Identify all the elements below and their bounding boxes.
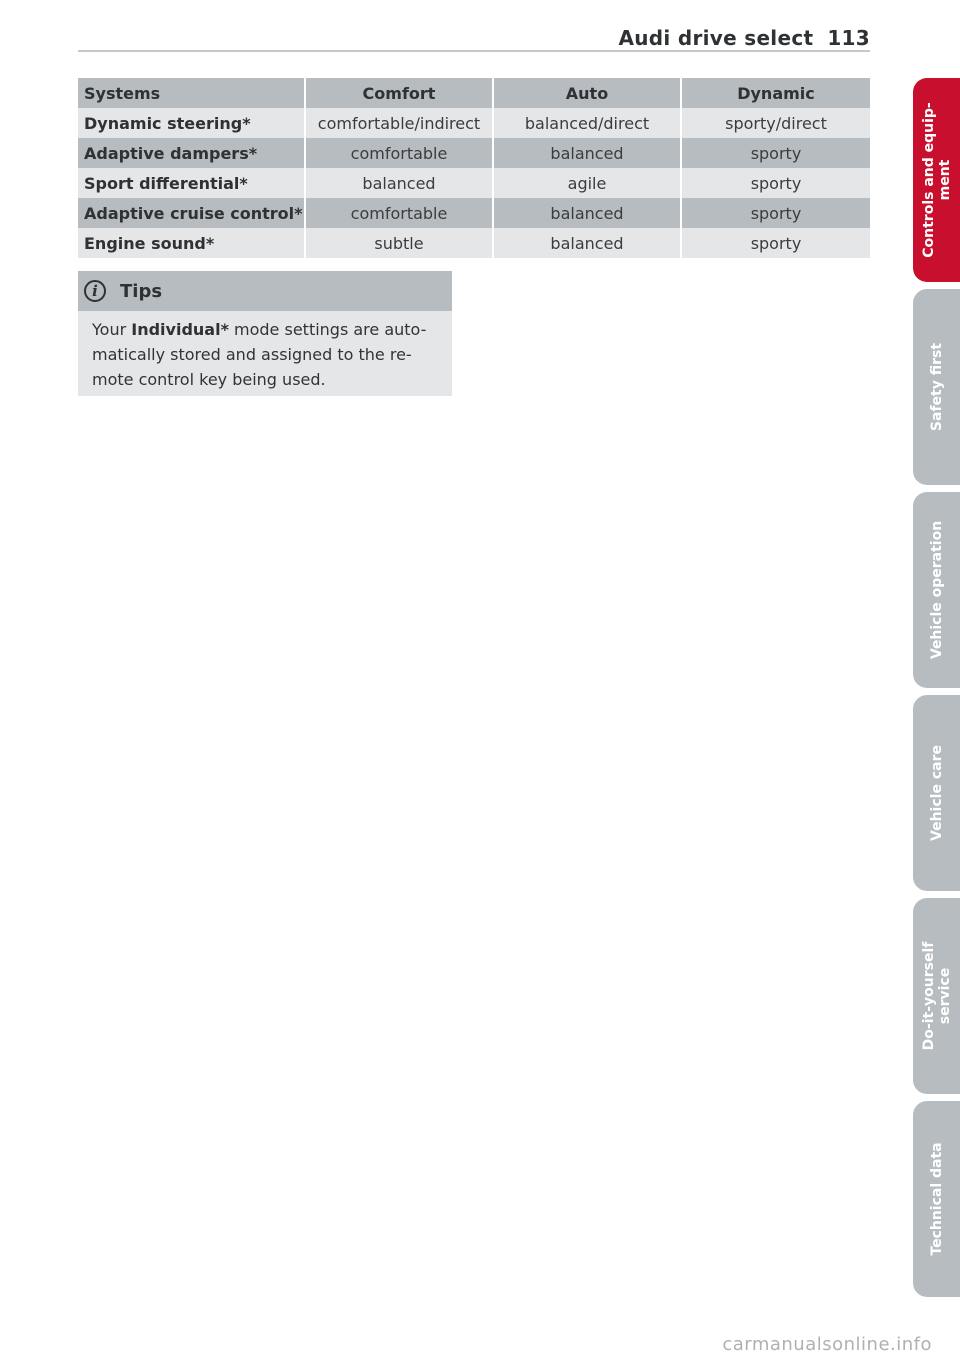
running-header xyxy=(618,22,870,50)
tips-line-3: mote control key being used. xyxy=(92,370,326,389)
auto-value: balanced xyxy=(494,138,682,168)
system-name: Adaptive dampers* xyxy=(78,138,306,168)
auto-value: agile xyxy=(494,168,682,198)
header-rule xyxy=(78,50,870,52)
comfort-value: balanced xyxy=(306,168,494,198)
table-row xyxy=(78,198,870,228)
tab-label-line1: Do-it-yourself xyxy=(920,941,937,1051)
auto-value: balanced xyxy=(494,198,682,228)
table-row xyxy=(78,108,870,138)
dynamic-value: sporty xyxy=(682,198,870,228)
page-number: 113 xyxy=(827,26,870,50)
tab-label xyxy=(929,1142,945,1255)
tips-text-after: mode settings are auto- xyxy=(228,320,427,339)
tab-label xyxy=(929,521,945,659)
comfort-value: comfortable xyxy=(306,138,494,168)
system-name: Engine sound* xyxy=(78,228,306,258)
comfort-value: subtle xyxy=(306,228,494,258)
tips-emphasis: Individual* xyxy=(131,320,229,339)
tips-header xyxy=(78,271,452,311)
tab-controls-and-equipment[interactable] xyxy=(913,78,960,282)
table-row xyxy=(78,138,870,168)
dynamic-value: sporty xyxy=(682,138,870,168)
tips-body xyxy=(78,311,452,396)
table-row xyxy=(78,168,870,198)
tab-vehicle-care[interactable] xyxy=(913,695,960,891)
tab-label-line1: Vehicle care xyxy=(928,745,945,841)
table-row xyxy=(78,228,870,258)
tab-safety-first[interactable] xyxy=(913,289,960,485)
tab-label xyxy=(929,343,945,431)
tab-label xyxy=(921,942,953,1051)
watermark: carmanualsonline.info xyxy=(722,1334,932,1355)
comfort-value: comfortable/indirect xyxy=(306,108,494,138)
tab-label-line1: Vehicle operation xyxy=(928,520,945,660)
drive-select-table xyxy=(78,78,870,258)
column-header-comfort: Comfort xyxy=(306,78,494,108)
tab-label-line2: ment xyxy=(936,159,953,201)
system-name: Dynamic steering* xyxy=(78,108,306,138)
tips-line-2: matically stored and assigned to the re- xyxy=(92,345,412,364)
dynamic-value: sporty xyxy=(682,228,870,258)
auto-value: balanced/direct xyxy=(494,108,682,138)
system-name: Adaptive cruise control* xyxy=(78,198,306,228)
section-title: Audi drive select xyxy=(618,26,814,50)
system-name: Sport differential* xyxy=(78,168,306,198)
tips-line-1 xyxy=(92,317,438,342)
tips-text-before: Your xyxy=(92,320,132,339)
auto-value: balanced xyxy=(494,228,682,258)
table-header-row xyxy=(78,78,870,108)
comfort-value: comfortable xyxy=(306,198,494,228)
tab-label-line2: service xyxy=(936,967,953,1025)
dynamic-value: sporty xyxy=(682,168,870,198)
tab-technical-data[interactable] xyxy=(913,1101,960,1297)
dynamic-value: sporty/direct xyxy=(682,108,870,138)
info-icon: i xyxy=(84,280,106,302)
column-header-dynamic: Dynamic xyxy=(682,78,870,108)
tab-label xyxy=(929,745,945,841)
tab-label-line1: Controls and equip- xyxy=(920,102,937,258)
tab-vehicle-operation[interactable] xyxy=(913,492,960,688)
tab-label-line1: Technical data xyxy=(928,1142,945,1256)
tab-do-it-yourself-service[interactable] xyxy=(913,898,960,1094)
tips-box xyxy=(78,271,452,396)
column-header-systems: Systems xyxy=(78,78,306,108)
tab-label xyxy=(921,102,953,258)
tab-label-line1: Safety first xyxy=(928,342,945,432)
tips-title: Tips xyxy=(120,280,163,302)
column-header-auto: Auto xyxy=(494,78,682,108)
